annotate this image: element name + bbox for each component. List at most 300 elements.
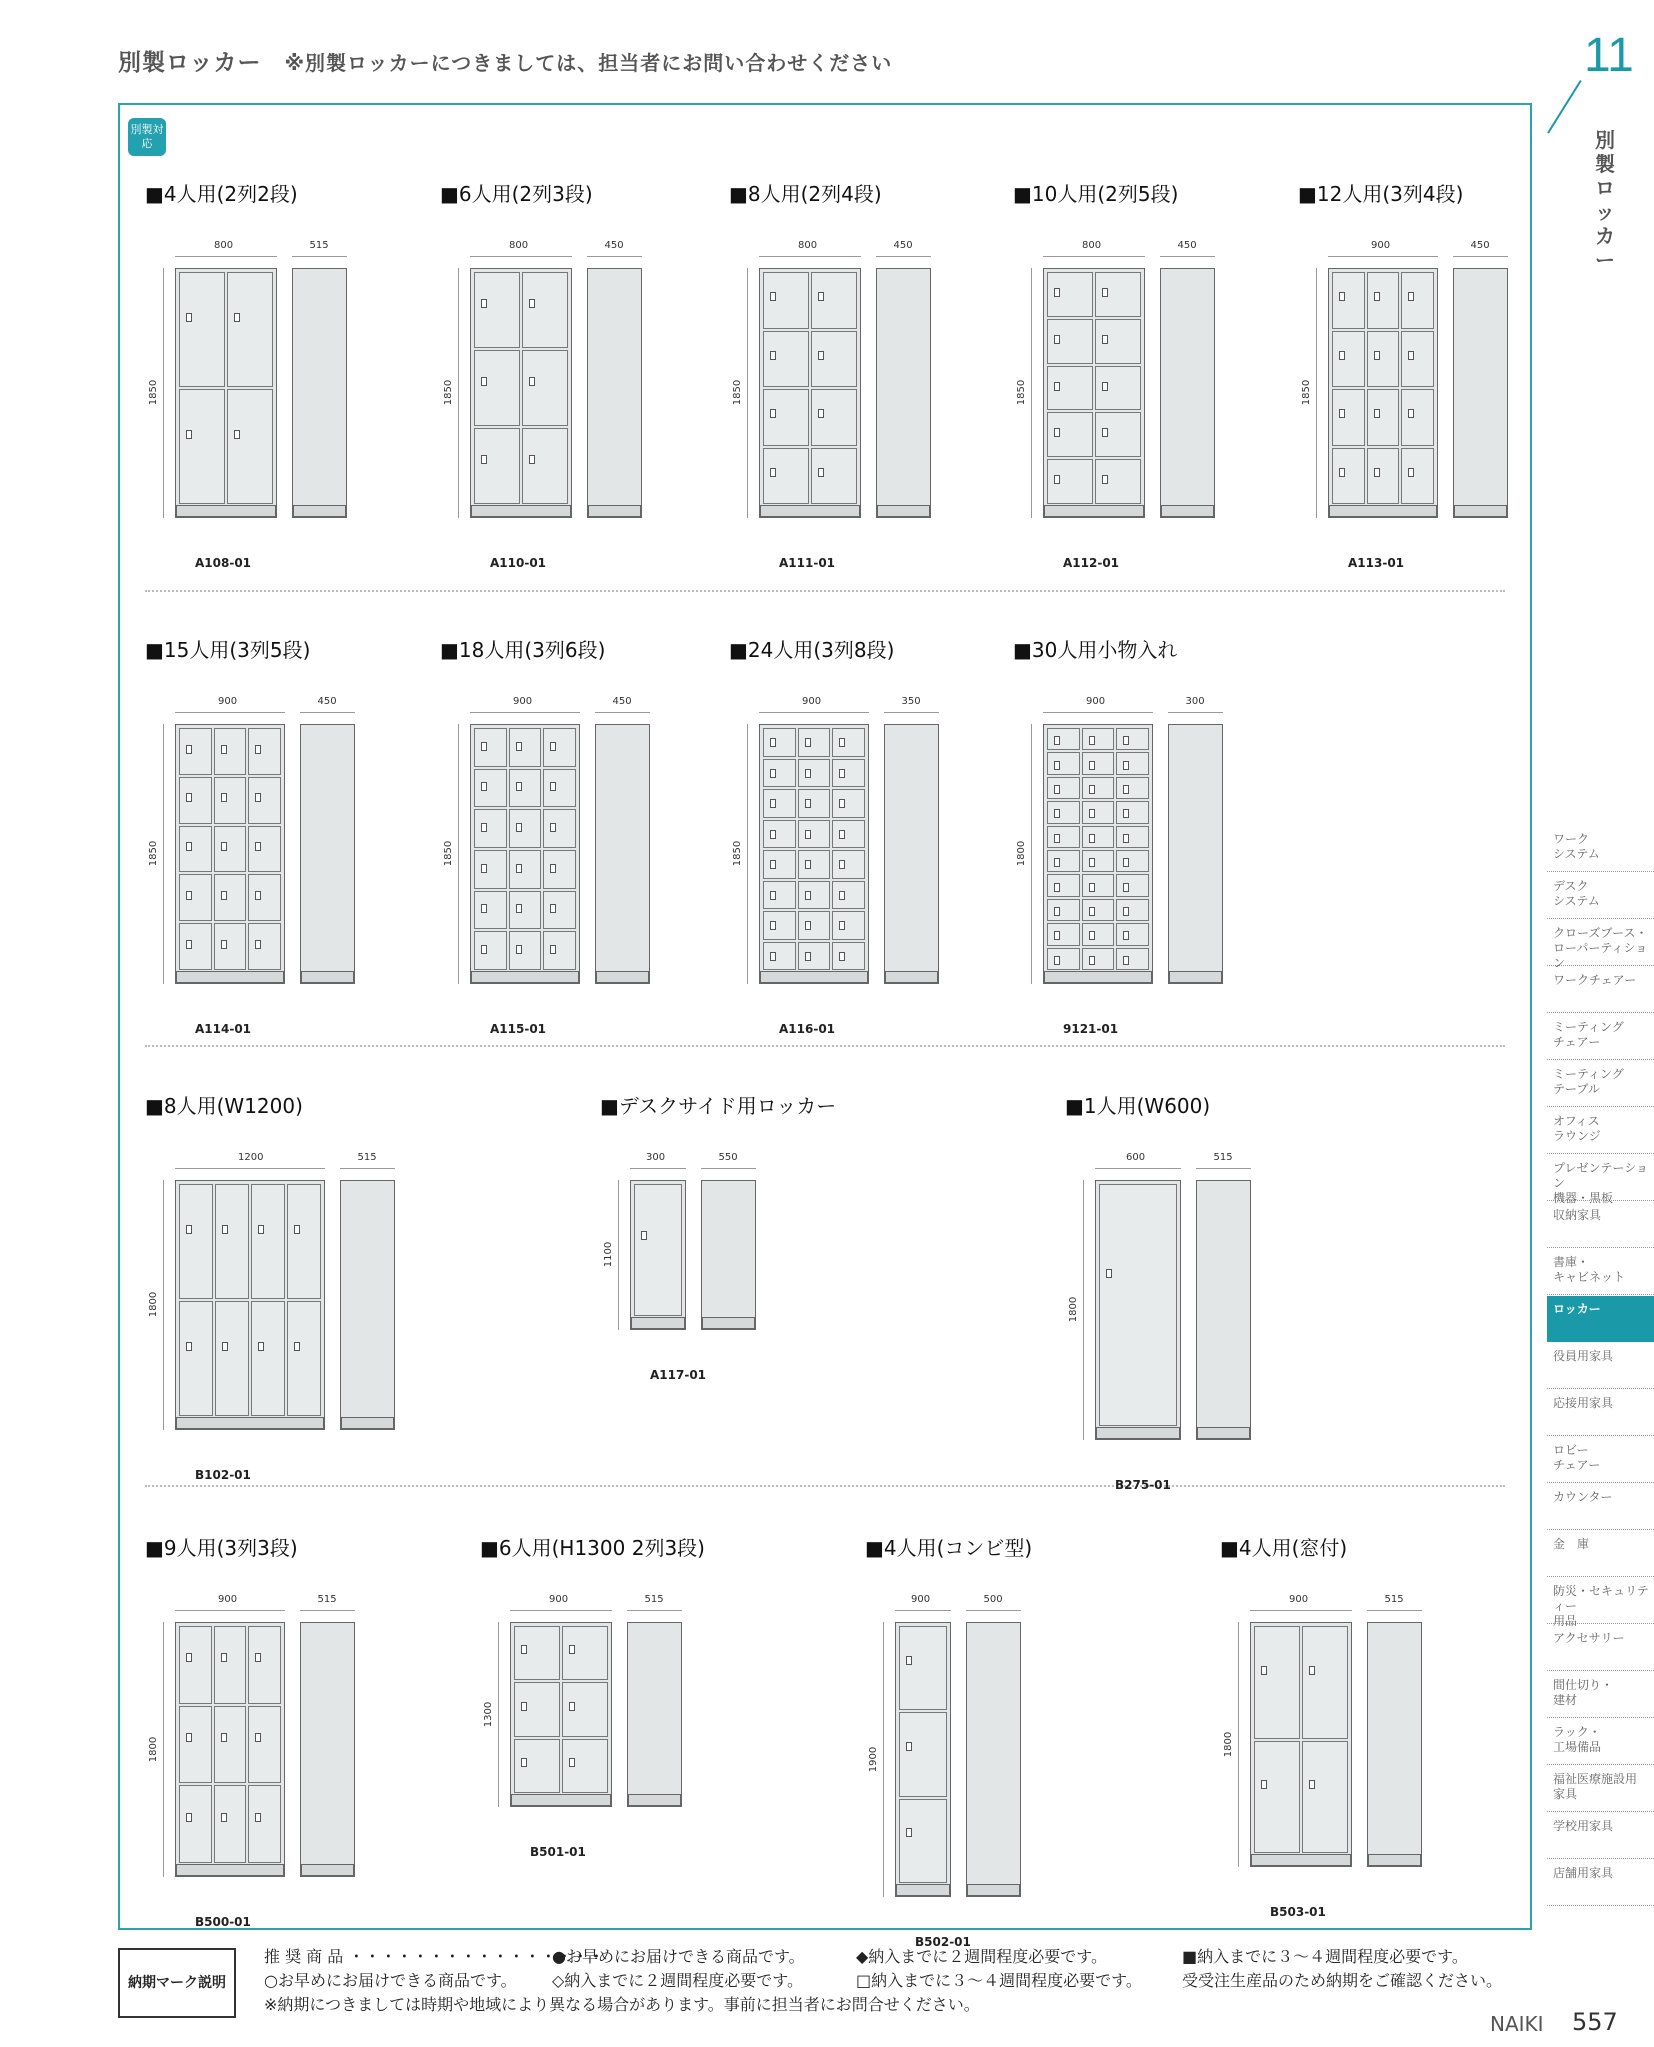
locker-base bbox=[628, 1794, 681, 1806]
depth-dimension: 515 bbox=[357, 1152, 377, 1163]
locker-base bbox=[1044, 971, 1152, 983]
lock-icon bbox=[1339, 468, 1345, 477]
locker-front bbox=[630, 1180, 686, 1330]
lock-icon bbox=[839, 891, 845, 900]
sidebar-item[interactable]: 福祉医療施設用 家具 bbox=[1547, 1766, 1654, 1812]
sidebar-item[interactable]: プレゼンテーション 機器・黒板 bbox=[1547, 1155, 1654, 1201]
sidebar-item[interactable]: 金 庫 bbox=[1547, 1531, 1654, 1577]
chapter-label-char: ロ bbox=[1595, 176, 1615, 200]
locker-door bbox=[248, 1706, 281, 1784]
depth-dimension: 450 bbox=[893, 240, 913, 251]
lock-icon bbox=[805, 830, 811, 839]
locker-door bbox=[832, 850, 865, 879]
width-dimension: 300 bbox=[646, 1152, 666, 1163]
locker-door bbox=[899, 1626, 947, 1710]
locker-door bbox=[1082, 874, 1115, 896]
sidebar-item[interactable]: 防災・セキュリティー 用品 bbox=[1547, 1578, 1654, 1624]
lock-icon bbox=[770, 468, 776, 477]
locker-door bbox=[522, 272, 568, 348]
product-item bbox=[724, 178, 1004, 598]
width-dimension-line bbox=[470, 712, 580, 713]
locker-side bbox=[884, 724, 939, 984]
locker-front bbox=[470, 268, 572, 518]
locker-base bbox=[760, 971, 868, 983]
locker-door bbox=[474, 728, 507, 767]
lock-icon bbox=[1408, 409, 1414, 418]
locker-door bbox=[1082, 777, 1115, 799]
lock-icon bbox=[481, 455, 487, 464]
lock-icon bbox=[839, 860, 845, 869]
depth-dimension-line bbox=[1160, 256, 1215, 257]
lock-icon bbox=[1054, 428, 1060, 437]
product-title: ■1人用(W600) bbox=[1065, 1094, 1211, 1118]
lock-icon bbox=[1123, 907, 1129, 916]
locker-door bbox=[562, 1739, 608, 1793]
locker-door bbox=[248, 777, 281, 824]
product-code: A113-01 bbox=[1348, 556, 1405, 570]
locker-door bbox=[1047, 948, 1080, 970]
lock-icon bbox=[770, 351, 776, 360]
product-title: ■24人用(3列8段) bbox=[729, 638, 895, 662]
delivery-legend bbox=[118, 1944, 1532, 2044]
width-dimension-line bbox=[175, 712, 285, 713]
sidebar-item[interactable]: ワーク システム bbox=[1547, 826, 1654, 872]
sidebar-item[interactable]: ロビー チェアー bbox=[1547, 1437, 1654, 1483]
locker-door bbox=[179, 272, 225, 387]
locker-door bbox=[763, 272, 809, 329]
locker-door bbox=[1095, 366, 1141, 411]
height-dimension: 1850 bbox=[148, 379, 160, 406]
locker-door bbox=[215, 1184, 249, 1299]
locker-door bbox=[1082, 923, 1115, 945]
locker-door bbox=[179, 1785, 212, 1863]
product-item bbox=[1060, 1090, 1340, 1510]
locker-front bbox=[1250, 1622, 1352, 1867]
locker-door bbox=[248, 728, 281, 775]
product-title: ■6人用(H1300 2列3段) bbox=[480, 1536, 705, 1560]
width-dimension-line bbox=[759, 256, 861, 257]
locker-door bbox=[798, 728, 831, 757]
lock-icon bbox=[221, 1813, 227, 1822]
locker-base bbox=[896, 1884, 950, 1896]
height-dimension: 1800 bbox=[1223, 1731, 1235, 1757]
lock-icon bbox=[1054, 382, 1060, 391]
locker-base bbox=[1096, 1427, 1180, 1439]
lock-icon bbox=[1054, 785, 1060, 794]
lock-icon bbox=[186, 1733, 192, 1742]
product-item bbox=[140, 178, 420, 598]
height-dimension: 1850 bbox=[443, 379, 455, 406]
depth-dimension: 515 bbox=[1213, 1152, 1233, 1163]
sidebar-item[interactable]: 店舗用家具 bbox=[1547, 1860, 1654, 1906]
depth-dimension: 515 bbox=[317, 1594, 337, 1605]
locker-door bbox=[832, 911, 865, 940]
locker-door bbox=[248, 826, 281, 873]
depth-dimension-line bbox=[595, 712, 650, 713]
height-dimension: 1300 bbox=[483, 1701, 495, 1727]
lock-icon bbox=[839, 952, 845, 961]
lock-icon bbox=[516, 742, 522, 751]
sidebar-item[interactable]: アクセサリー bbox=[1547, 1625, 1654, 1671]
lock-icon bbox=[1102, 382, 1108, 391]
lock-icon bbox=[186, 430, 192, 439]
width-dimension: 800 bbox=[509, 240, 529, 251]
lock-icon bbox=[186, 745, 192, 754]
locker-base bbox=[1329, 505, 1437, 517]
legend-blue: ●お早めにお届けできる商品です。 bbox=[552, 1947, 805, 1966]
locker-base bbox=[588, 505, 641, 517]
legend-order: 受受注生産品のため納期をご確認ください。 bbox=[1182, 1971, 1503, 1990]
locker-base bbox=[596, 971, 649, 983]
lock-icon bbox=[481, 904, 487, 913]
locker-door bbox=[179, 1184, 213, 1299]
width-dimension-line bbox=[759, 712, 869, 713]
lock-icon bbox=[805, 921, 811, 930]
locker-door bbox=[832, 942, 865, 971]
height-dimension-line bbox=[747, 268, 748, 518]
lock-icon bbox=[906, 1828, 912, 1837]
locker-door bbox=[543, 728, 576, 767]
locker-door bbox=[832, 759, 865, 788]
locker-door bbox=[179, 777, 212, 824]
lock-icon bbox=[1089, 834, 1095, 843]
sidebar-item[interactable]: 役員用家具 bbox=[1547, 1343, 1654, 1389]
locker-door bbox=[474, 428, 520, 504]
locker-door bbox=[811, 389, 857, 446]
locker-door bbox=[214, 923, 247, 970]
lock-icon bbox=[770, 830, 776, 839]
locker-door bbox=[509, 891, 542, 930]
product-code: A115-01 bbox=[490, 1022, 547, 1036]
locker-door bbox=[179, 1301, 213, 1416]
locker-door bbox=[509, 769, 542, 808]
lock-icon bbox=[1102, 428, 1108, 437]
locker-base bbox=[1251, 1854, 1351, 1866]
locker-base bbox=[1368, 1854, 1421, 1866]
lock-icon bbox=[1102, 335, 1108, 344]
height-dimension-line bbox=[1316, 268, 1317, 518]
locker-door bbox=[474, 272, 520, 348]
depth-dimension-line bbox=[884, 712, 939, 713]
locker-door bbox=[543, 850, 576, 889]
header-title-text: 別製ロッカー bbox=[118, 50, 262, 76]
lock-icon bbox=[1408, 351, 1414, 360]
locker-door bbox=[1116, 923, 1149, 945]
sidebar-item[interactable]: 応接用家具 bbox=[1547, 1390, 1654, 1436]
locker-door bbox=[1047, 874, 1080, 896]
locker-door bbox=[1401, 448, 1434, 505]
locker-door bbox=[543, 931, 576, 970]
locker-base bbox=[1197, 1427, 1250, 1439]
lock-icon bbox=[294, 1342, 300, 1351]
locker-door bbox=[1095, 319, 1141, 364]
locker-door bbox=[1047, 777, 1080, 799]
sidebar-item[interactable]: ワークチェアー bbox=[1547, 967, 1654, 1013]
height-dimension: 1800 bbox=[148, 1736, 160, 1762]
locker-door bbox=[1116, 874, 1149, 896]
height-dimension-line bbox=[458, 268, 459, 518]
locker-door bbox=[543, 809, 576, 848]
width-dimension: 800 bbox=[1082, 240, 1102, 251]
lock-icon bbox=[516, 864, 522, 873]
lock-icon bbox=[805, 738, 811, 747]
locker-door bbox=[1082, 899, 1115, 921]
sidebar-item[interactable]: 書庫・ キャビネット bbox=[1547, 1249, 1654, 1295]
width-dimension: 900 bbox=[549, 1594, 569, 1605]
locker-base bbox=[1169, 971, 1222, 983]
locker-door bbox=[1047, 826, 1080, 848]
product-item bbox=[140, 1532, 420, 1952]
lock-icon bbox=[550, 782, 556, 791]
locker-door bbox=[248, 1785, 281, 1863]
locker-front bbox=[470, 724, 580, 984]
width-dimension-line bbox=[175, 256, 277, 257]
locker-door bbox=[763, 759, 796, 788]
lock-icon bbox=[221, 745, 227, 754]
locker-door bbox=[1401, 389, 1434, 446]
depth-dimension-line bbox=[876, 256, 931, 257]
locker-door bbox=[474, 350, 520, 426]
product-title: ■15人用(3列5段) bbox=[145, 638, 311, 662]
chapter-divider bbox=[1547, 80, 1582, 134]
locker-door bbox=[214, 777, 247, 824]
locker-door bbox=[214, 1706, 247, 1784]
lock-icon bbox=[1089, 883, 1095, 892]
width-dimension: 600 bbox=[1126, 1152, 1146, 1163]
sidebar-item[interactable]: カウンター bbox=[1547, 1484, 1654, 1530]
locker-door bbox=[1047, 459, 1093, 504]
locker-door bbox=[899, 1799, 947, 1883]
lock-icon bbox=[222, 1225, 228, 1234]
locker-side bbox=[300, 724, 355, 984]
width-dimension: 900 bbox=[218, 1594, 238, 1605]
width-dimension-line bbox=[1043, 256, 1145, 257]
locker-door bbox=[832, 789, 865, 818]
locker-door bbox=[899, 1712, 947, 1796]
locker-door bbox=[179, 826, 212, 873]
product-title: ■4人用(2列2段) bbox=[145, 182, 298, 206]
locker-door bbox=[1116, 752, 1149, 774]
height-dimension: 1800 bbox=[1068, 1296, 1080, 1323]
locker-door bbox=[1367, 272, 1400, 329]
lock-icon bbox=[805, 952, 811, 961]
product-code: A110-01 bbox=[490, 556, 547, 570]
legend-green: ◆納入までに２週間程度必要です。 bbox=[856, 1947, 1108, 1966]
lock-icon bbox=[1054, 883, 1060, 892]
locker-base bbox=[967, 1884, 1020, 1896]
locker-door bbox=[214, 1785, 247, 1863]
locker-door bbox=[214, 1626, 247, 1704]
lock-icon bbox=[221, 842, 227, 851]
locker-door bbox=[474, 809, 507, 848]
locker-front bbox=[759, 724, 869, 984]
legend-recommended: 推 奨 商 品 ・・・・・・・・・・・・・・・・ bbox=[264, 1947, 605, 1966]
lock-icon bbox=[186, 313, 192, 322]
sidebar-item[interactable]: デスク システム bbox=[1547, 873, 1654, 919]
locker-door bbox=[1082, 948, 1115, 970]
locker-door bbox=[474, 769, 507, 808]
locker-front bbox=[175, 268, 277, 518]
width-dimension: 900 bbox=[218, 696, 238, 707]
locker-door bbox=[1367, 331, 1400, 388]
locker-base bbox=[885, 971, 938, 983]
locker-door bbox=[1367, 389, 1400, 446]
width-dimension: 800 bbox=[214, 240, 234, 251]
width-dimension: 900 bbox=[911, 1594, 931, 1605]
lock-icon bbox=[294, 1225, 300, 1234]
width-dimension-line bbox=[175, 1610, 285, 1611]
depth-dimension-line bbox=[701, 1168, 756, 1169]
lock-icon bbox=[1054, 834, 1060, 843]
lock-icon bbox=[550, 864, 556, 873]
depth-dimension: 300 bbox=[1185, 696, 1205, 707]
locker-side bbox=[966, 1622, 1021, 1897]
depth-dimension-line bbox=[627, 1610, 682, 1611]
locker-door bbox=[179, 1626, 212, 1704]
lock-icon bbox=[1408, 292, 1414, 301]
locker-door bbox=[227, 272, 273, 387]
lock-icon bbox=[481, 864, 487, 873]
depth-dimension-line bbox=[300, 1610, 355, 1611]
lock-icon bbox=[186, 1653, 192, 1662]
depth-dimension-line bbox=[340, 1168, 395, 1169]
lock-icon bbox=[1102, 475, 1108, 484]
product-title: ■18人用(3列6段) bbox=[440, 638, 606, 662]
width-dimension-line bbox=[1328, 256, 1438, 257]
height-dimension: 1850 bbox=[148, 840, 160, 867]
locker-door bbox=[798, 759, 831, 788]
lock-icon bbox=[770, 292, 776, 301]
chapter-label-char: 別 bbox=[1595, 128, 1615, 152]
height-dimension: 1850 bbox=[732, 379, 744, 406]
sidebar-item[interactable]: ミーティング テーブル bbox=[1547, 1061, 1654, 1107]
lock-icon bbox=[529, 455, 535, 464]
product-title: ■8人用(W1200) bbox=[145, 1094, 303, 1118]
locker-door bbox=[179, 728, 212, 775]
lock-icon bbox=[1054, 956, 1060, 965]
lock-icon bbox=[1374, 468, 1380, 477]
locker-door bbox=[1047, 850, 1080, 872]
locker-door bbox=[514, 1739, 560, 1793]
locker-front bbox=[510, 1622, 612, 1807]
locker-door bbox=[832, 728, 865, 757]
locker-door bbox=[798, 881, 831, 910]
lock-icon bbox=[641, 1231, 647, 1240]
locker-door bbox=[179, 389, 225, 504]
product-item bbox=[1008, 634, 1288, 1054]
lock-icon bbox=[516, 945, 522, 954]
width-dimension-line bbox=[630, 1168, 686, 1169]
lock-icon bbox=[516, 782, 522, 791]
locker-front bbox=[175, 724, 285, 984]
lock-icon bbox=[550, 904, 556, 913]
locker-side bbox=[300, 1622, 355, 1877]
lock-icon bbox=[186, 793, 192, 802]
lock-icon bbox=[1089, 907, 1095, 916]
lock-icon bbox=[1089, 809, 1095, 818]
locker-front bbox=[175, 1622, 285, 1877]
locker-front bbox=[1095, 1180, 1181, 1440]
lock-icon bbox=[1123, 883, 1129, 892]
locker-door bbox=[1116, 826, 1149, 848]
lock-icon bbox=[222, 1342, 228, 1351]
locker-door bbox=[763, 728, 796, 757]
lock-icon bbox=[818, 292, 824, 301]
locker-door bbox=[1401, 272, 1434, 329]
locker-side bbox=[587, 268, 642, 518]
height-dimension-line bbox=[498, 1622, 499, 1807]
locker-door bbox=[811, 331, 857, 388]
depth-dimension-line bbox=[292, 256, 347, 257]
lock-icon bbox=[1054, 761, 1060, 770]
width-dimension-line bbox=[1250, 1610, 1352, 1611]
height-dimension: 1850 bbox=[732, 840, 744, 867]
height-dimension-line bbox=[618, 1180, 619, 1330]
lock-icon bbox=[1089, 931, 1095, 940]
product-item bbox=[435, 178, 715, 598]
locker-base bbox=[301, 971, 354, 983]
lock-icon bbox=[550, 823, 556, 832]
locker-front bbox=[175, 1180, 325, 1430]
sidebar-item[interactable]: ラック・ 工場備品 bbox=[1547, 1719, 1654, 1765]
sidebar-item[interactable]: 学校用家具 bbox=[1547, 1813, 1654, 1859]
lock-icon bbox=[258, 1342, 264, 1351]
height-dimension-line bbox=[163, 724, 164, 984]
locker-door bbox=[798, 789, 831, 818]
lock-icon bbox=[1408, 468, 1414, 477]
lock-icon bbox=[770, 952, 776, 961]
lock-icon bbox=[1123, 785, 1129, 794]
locker-base bbox=[471, 971, 579, 983]
product-item bbox=[595, 1090, 875, 1510]
product-code: A111-01 bbox=[779, 556, 836, 570]
locker-door bbox=[474, 850, 507, 889]
sidebar-item[interactable]: オフィス ラウンジ bbox=[1547, 1108, 1654, 1154]
locker-side bbox=[1160, 268, 1215, 518]
sidebar-item[interactable]: 間仕切り・ 建材 bbox=[1547, 1672, 1654, 1718]
locker-door bbox=[1332, 331, 1365, 388]
chapter-label bbox=[1590, 128, 1620, 272]
sidebar-item[interactable]: ミーティング チェアー bbox=[1547, 1014, 1654, 1060]
height-dimension: 1900 bbox=[868, 1746, 880, 1772]
locker-door bbox=[509, 809, 542, 848]
height-dimension: 1850 bbox=[1016, 379, 1028, 406]
lock-icon bbox=[1106, 1269, 1112, 1278]
locker-side bbox=[1168, 724, 1223, 984]
locker-door bbox=[1047, 412, 1093, 457]
locker-door bbox=[474, 891, 507, 930]
locker-door bbox=[509, 850, 542, 889]
lock-icon bbox=[569, 1702, 575, 1711]
locker-door bbox=[543, 891, 576, 930]
lock-icon bbox=[805, 860, 811, 869]
lock-icon bbox=[839, 769, 845, 778]
locker-door bbox=[798, 911, 831, 940]
sidebar-item[interactable]: クローズブース・ ローパーティション bbox=[1547, 920, 1654, 966]
sidebar-item[interactable]: 収納家具 bbox=[1547, 1202, 1654, 1248]
locker-door bbox=[1254, 1741, 1300, 1854]
lock-icon bbox=[818, 468, 824, 477]
depth-dimension: 450 bbox=[1177, 240, 1197, 251]
lock-icon bbox=[186, 1813, 192, 1822]
sidebar-item[interactable]: ロッカー bbox=[1547, 1296, 1654, 1342]
product-code: A116-01 bbox=[779, 1022, 836, 1036]
locker-door bbox=[215, 1301, 249, 1416]
width-dimension: 800 bbox=[798, 240, 818, 251]
product-title: ■デスクサイド用ロッカー bbox=[600, 1094, 837, 1118]
width-dimension-line bbox=[470, 256, 572, 257]
locker-base bbox=[760, 505, 860, 517]
